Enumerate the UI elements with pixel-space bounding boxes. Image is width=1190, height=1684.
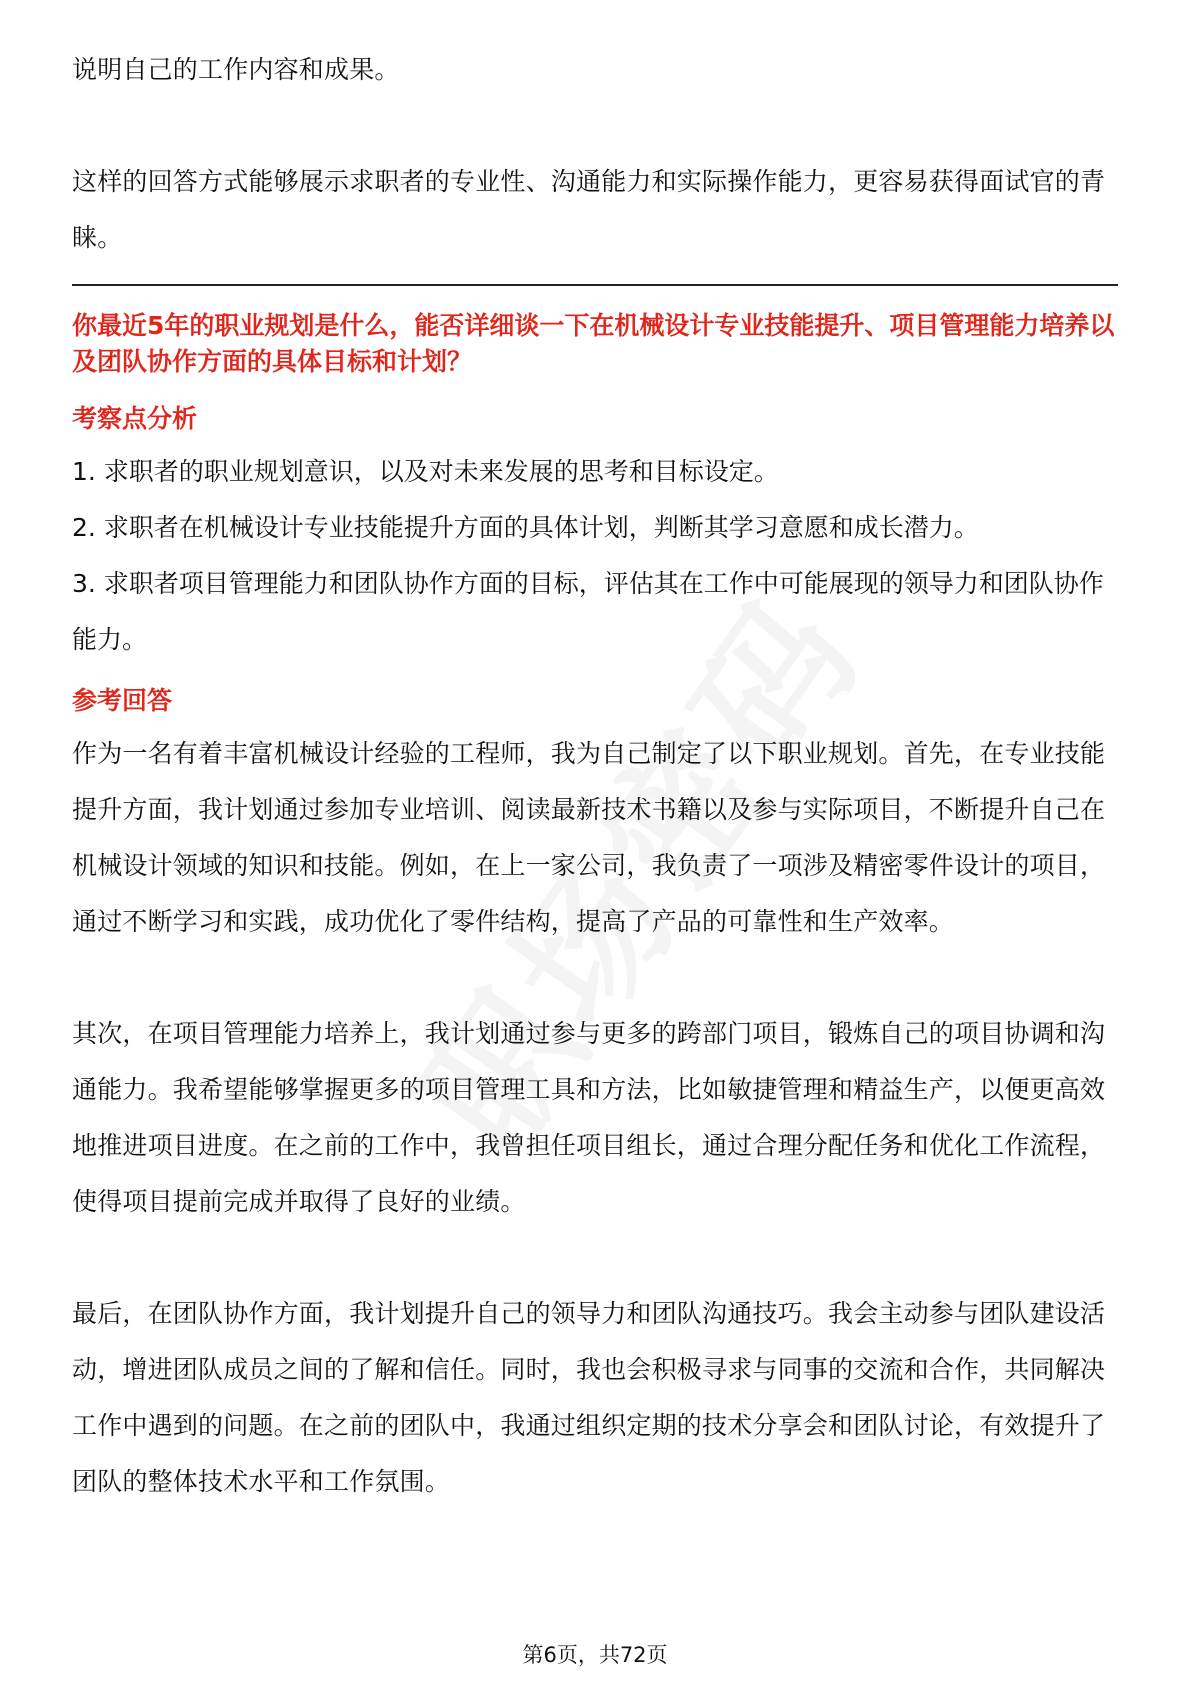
analysis-list (72, 444, 1118, 668)
analysis-item: 3. 求职者项目管理能力和团队协作方面的目标，评估其在工作中可能展现的领导力和团队协作能力。 (72, 569, 1104, 654)
paragraph-gap (72, 98, 1118, 154)
interview-question: 你最近5年的职业规划是什么，能否详细谈一下在机械设计专业技能提升、项目管理能力培养以及团队协作方面的具体目标和计划？ (72, 311, 1115, 376)
answer-heading: 参考回答 (72, 686, 173, 715)
answer-paragraph: 其次，在项目管理能力培养上，我计划通过参与更多的跨部门项目，锻炼自己的项目协调和沟通能力。我希望能够掌握更多的项目管理工具和方法，比如敏捷管理和精益生产，以便更高效地推进项目进度。在之前的工作中，我曾担任项目组长，通过合理分配任务和优化工作流程，使得项目提前完成并取得了良好的业绩。 (72, 1019, 1106, 1216)
page-footer: 第6页，共72页 (522, 1643, 668, 1667)
answer-paragraph: 作为一名有着丰富机械设计经验的工程师，我为自己制定了以下职业规划。首先，在专业技能提升方面，我计划通过参加专业培训、阅读最新技术书籍以及参与实际项目，不断提升自己在机械设计领域的知识和技能。例如，在上一家公司，我负责了一项涉及精密零件设计的项目，通过不断学习和实践，成功优化了零件结构，提高了产品的可靠性和生产效率。 (72, 739, 1106, 936)
analysis-item: 2. 求职者在机械设计专业技能提升方面的具体计划，判断其学习意愿和成长潜力。 (72, 513, 979, 542)
answer-paragraph: 最后，在团队协作方面，我计划提升自己的领导力和团队沟通技巧。我会主动参与团队建设活动，增进团队成员之间的了解和信任。同时，我也会积极寻求与同事的交流和合作，共同解决工作中遇到的问题。在之前的团队中，我通过组织定期的技术分享会和团队讨论，有效提升了团队的整体技术水平和工作氛围。 (72, 1299, 1106, 1496)
intro-line-2: 这样的回答方式能够展示求职者的专业性、沟通能力和实际操作能力，更容易获得面试官的青睐。 (72, 167, 1106, 252)
analysis-heading: 考察点分析 (72, 404, 198, 433)
intro-line-1: 说明自己的工作内容和成果。 (72, 55, 400, 84)
analysis-item: 1. 求职者的职业规划意识，以及对未来发展的思考和目标设定。 (72, 457, 779, 486)
paragraph-gap (72, 950, 1118, 1006)
paragraph-gap (72, 1230, 1118, 1286)
section-divider (72, 284, 1118, 286)
document-page (72, 42, 1118, 1510)
